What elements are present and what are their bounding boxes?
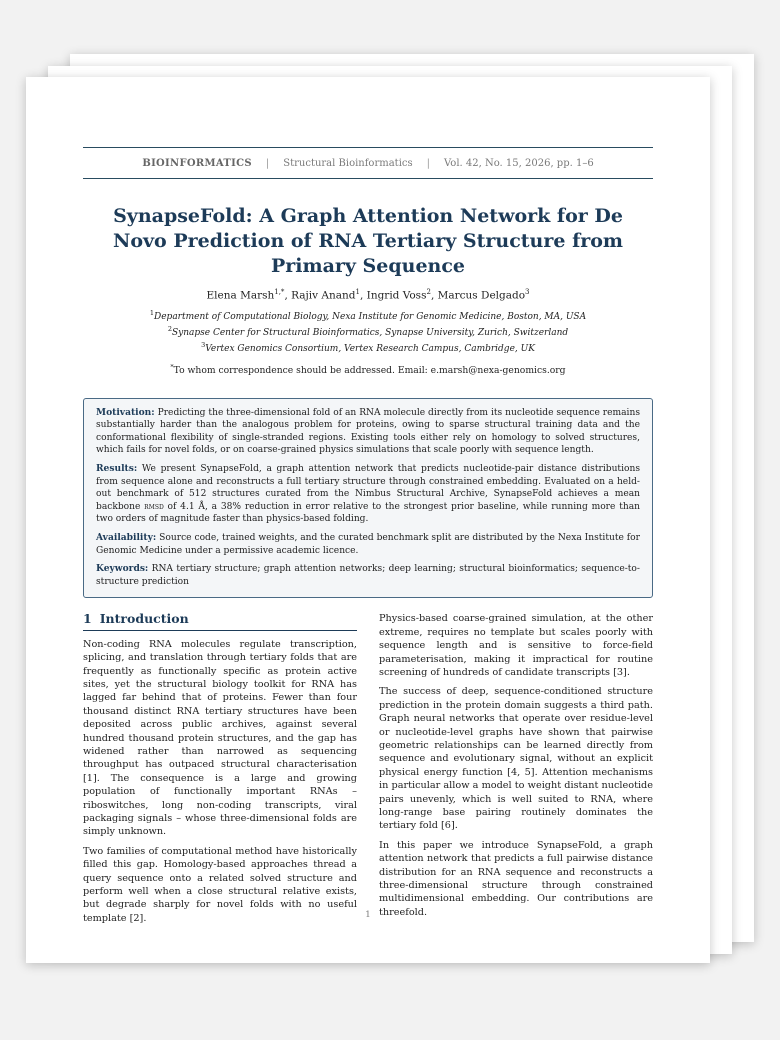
abstract-availability: Availability: Source code, trained weights, and the curated benchmark split are distributed by the Nexa Institute for Genomic Medicine under a permissive academic licence. <box>96 531 640 556</box>
body-columns <box>83 612 653 931</box>
author-name: Elena Marsh <box>206 289 275 302</box>
affiliation: $^3$Vertex Genomics Consortium, Vertex Research Campus, Cambridge, UK <box>201 340 535 354</box>
affiliation-list <box>83 307 653 355</box>
affiliation: $^1$Department of Computational Biology, Nexa Institute for Genomic Medicine, Boston, MA, USA <box>149 308 587 322</box>
author-affiliation-mark: 2 <box>426 288 431 296</box>
abstract-motivation: Motivation: Predicting the three-dimensional fold of an RNA molecule directly from its nucleotide sequence remains substantially harder than the analogous problem for proteins, owing to sparse structural training data and the conformational flexibility of single-stranded regions. Existing tools either rely on homology to solved structures, which fails for novel folds, or on coarse-grained physics simulations that scale poorly with sequence length. <box>96 406 640 456</box>
paper-title: SynapseFold: A Graph Attention Network for De Novo Prediction of RNA Tertiary Structure from Primary Sequence <box>112 205 624 277</box>
body-paragraph: Two families of computational method have historically filled this gap. Homology-based approaches thread a query sequence onto a related solved structure and perform well when a close structural relative exists, but degrade sharply for novel folds with no useful template [2]. <box>83 845 357 924</box>
page-content <box>83 147 653 931</box>
left-column <box>83 612 357 931</box>
body-paragraph: Non-coding RNA molecules regulate transcription, splicing, and translation through tertiary folds that are frequently as functionally specific as protein active sites, yet the structural biology toolkit for RNA has lagged far behind that of proteins. Fewer than four thousand distinct RNA tertiary structures have been deposited across public archives, against several hundred thousand protein structures, and the gap has widened rather than narrowed as sequencing throughput has outpaced structural characterisation [1]. The consequence is a large and growing population of functionally important RNAs – riboswitches, long non-coding transcripts, viral packaging signals – whose three-dimensional folds are simply unknown. <box>83 638 357 838</box>
journal-header <box>83 147 653 179</box>
body-paragraph: In this paper we introduce SynapseFold, a graph attention network that predicts a full pairwise distance distribution for an RNA sequence and reconstructs a three-dimensional structure through constrained multidimensional embedding. Our contributions are threefold. <box>379 839 653 918</box>
section-heading: 1 Introduction <box>83 612 357 630</box>
author-affiliation-mark: 1 <box>355 288 360 296</box>
affiliation: $^2$Synapse Center for Structural Bioinformatics, Synapse University, Zurich, Switzerland <box>167 324 569 338</box>
journal-name: BIOINFORMATICS <box>142 157 252 169</box>
page-number: 1 <box>365 910 371 920</box>
abstract-box <box>83 398 653 599</box>
author-name: Ingrid Voss <box>366 289 427 302</box>
journal-issue: Vol. 42, No. 15, 2026, pp. 1–6 <box>444 157 594 169</box>
author-name: Rajiv Anand <box>291 289 356 302</box>
journal-section: Structural Bioinformatics <box>283 157 413 169</box>
body-paragraph: The success of deep, sequence-conditioned structure prediction in the protein domain suggests a third path. Graph neural networks that operate over residue-level or nucleotide-level graphs have shown that pairwise geometric relationships can be learned directly from sequence and evolutionary signal, without an explicit physical energy function [4, 5]. Attention mechanisms in particular allow a model to weight distant nucleotide pairs unevenly, which is well suited to RNA, where long-range base pairing routinely dominates the tertiary fold [6]. <box>379 686 653 832</box>
correspondence-note: *To whom correspondence should be addressed. Email: e.marsh@nexa-genomics.org <box>170 362 566 376</box>
abstract-results: Results: We present SynapseFold, a graph attention network that predicts nucleotide-pair distance distributions from sequence alone and reconstructs a full tertiary structure through constrained embedding. Evaluated on a held-out benchmark of 512 structures curated from the Nimbus Structural Archive, SynapseFold achieves a mean backbone rmsd of 4.1 Å, a 38% reduction in error relative to the strongest prior baseline, while running more than two orders of magnitude faster than physics-based folding. <box>96 462 640 525</box>
paper-page <box>26 77 710 963</box>
author-name: Marcus Delgado <box>437 289 526 302</box>
header-separator: | <box>265 157 270 169</box>
abstract-keywords: Keywords: RNA tertiary structure; graph attention networks; deep learning; structural bioinformatics; sequence-to-structure prediction <box>96 563 640 587</box>
body-paragraph: Physics-based coarse-grained simulation, at the other extreme, requires no template but scales poorly with sequence length and is sensitive to force-field parameterisation, making it impractical for routine screening of hundreds of candidate transcripts [3]. <box>379 613 653 678</box>
header-separator: | <box>426 157 430 169</box>
author-list: Elena Marsh$^{1,*}$, Rajiv Anand$^1$, Ingrid Voss$^2$, Marcus Delgado$^3$ <box>206 288 530 302</box>
right-column <box>379 612 653 931</box>
author-affiliation-mark: 1,* <box>274 288 285 296</box>
author-affiliation-mark: 3 <box>525 288 530 296</box>
